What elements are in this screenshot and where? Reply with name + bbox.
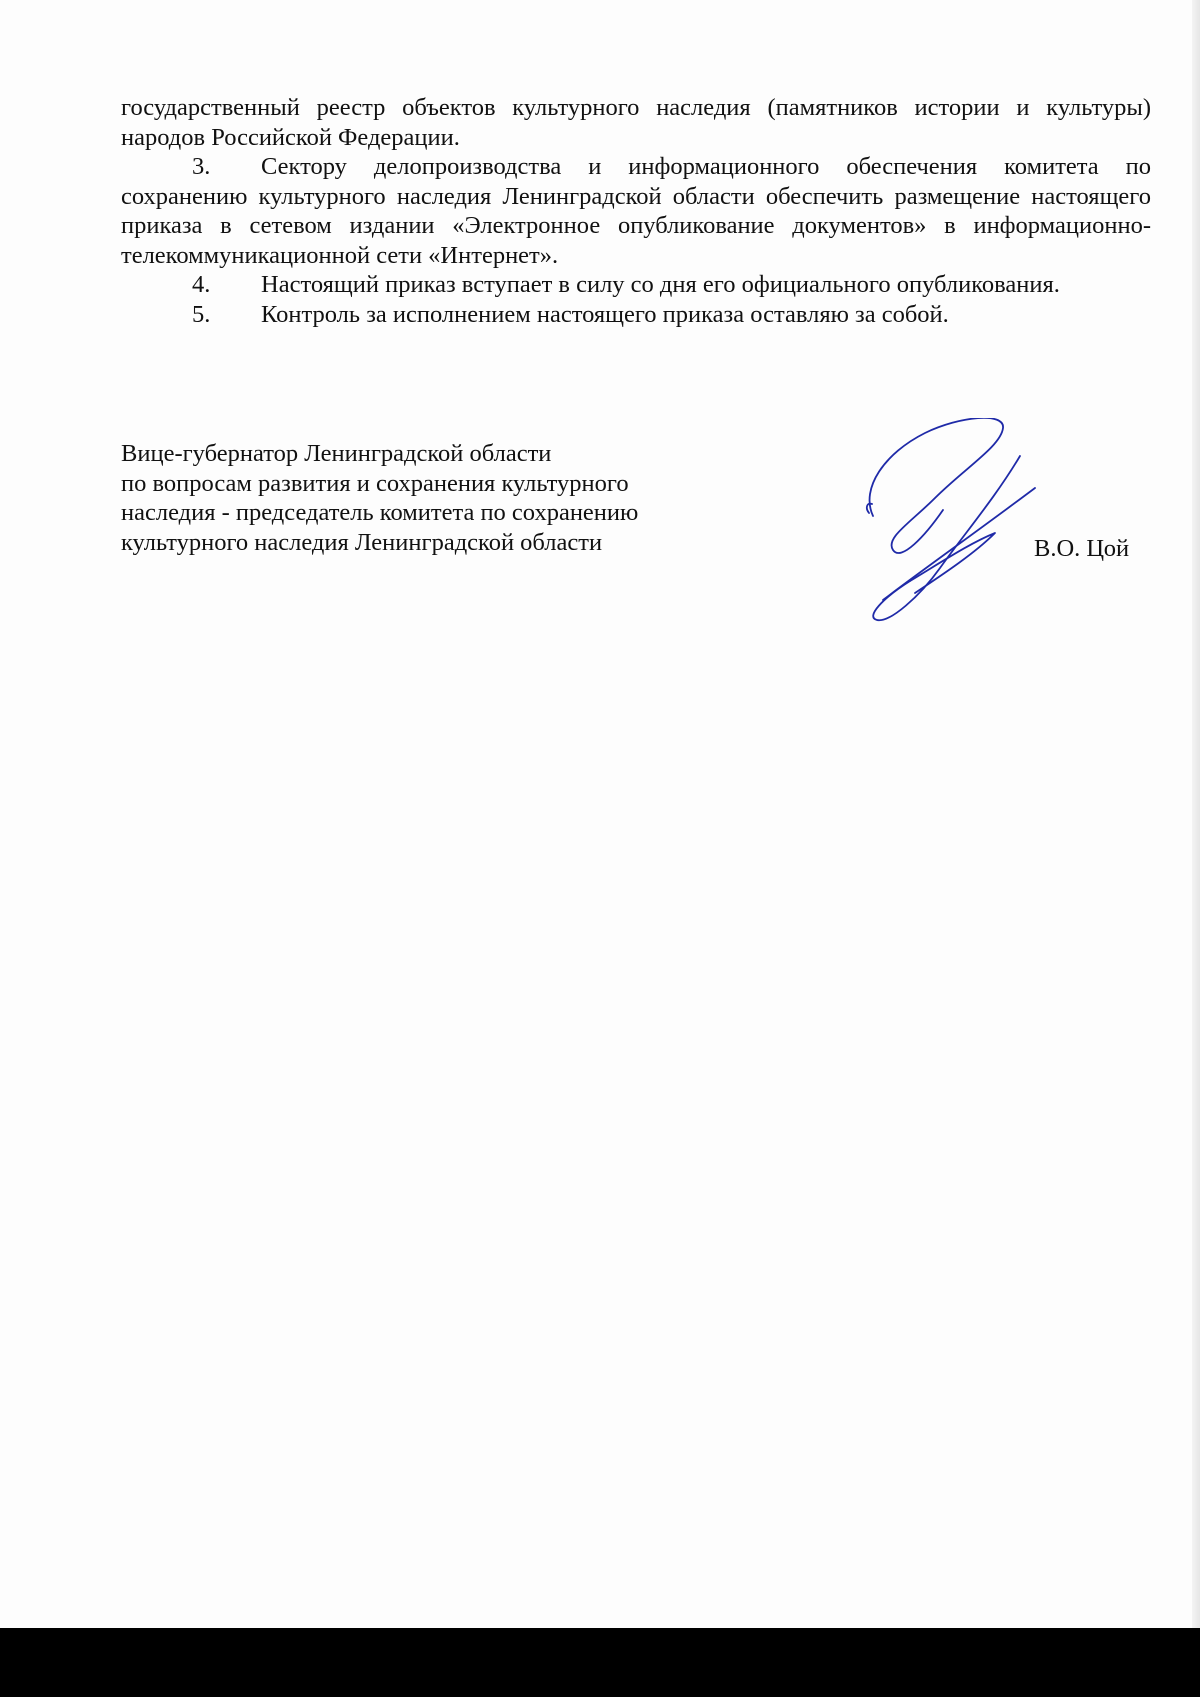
position-line-2: по вопросам развития и сохранения культурного	[121, 469, 629, 497]
signature-icon	[855, 418, 1045, 626]
document-body	[121, 93, 1151, 329]
signer-name: В.О. Цой	[1034, 535, 1130, 562]
list-item-3	[121, 152, 1151, 270]
item-number: 4.	[192, 271, 211, 298]
scan-edge-bottom	[0, 1628, 1200, 1697]
position-line-4: культурного наследия Ленинградской области	[121, 528, 603, 556]
position-line-1: Вице-губернатор Ленинградской области	[121, 440, 552, 467]
item-text: Контроль за исполнением настоящего приказа оставляю за собой.	[261, 300, 949, 328]
position-line-3: наследия - председатель комитета по сохранению	[121, 499, 639, 526]
item-text: Настоящий приказ вступает в силу со дня его официального опубликования.	[261, 271, 1060, 298]
item-text: Сектору делопроизводства и информационного обеспечения комитета по сохранению культурного наследия Ленинградской области обеспечить размещение настоящего приказа в сетевом издании «Электронное опубликование документов» в информационно-телекоммуникационной сети «Интернет».	[121, 153, 1151, 269]
item-number: 5.	[192, 300, 211, 328]
continuation-paragraph: государственный реестр объектов культурного наследия (памятников истории и культуры) народов Российской Федерации.	[121, 94, 1151, 151]
scan-edge-right	[1192, 0, 1200, 1628]
list-item-5	[121, 300, 1151, 330]
item-number: 3.	[192, 153, 211, 180]
signatory-position	[121, 439, 781, 557]
list-item-4	[121, 270, 1151, 300]
